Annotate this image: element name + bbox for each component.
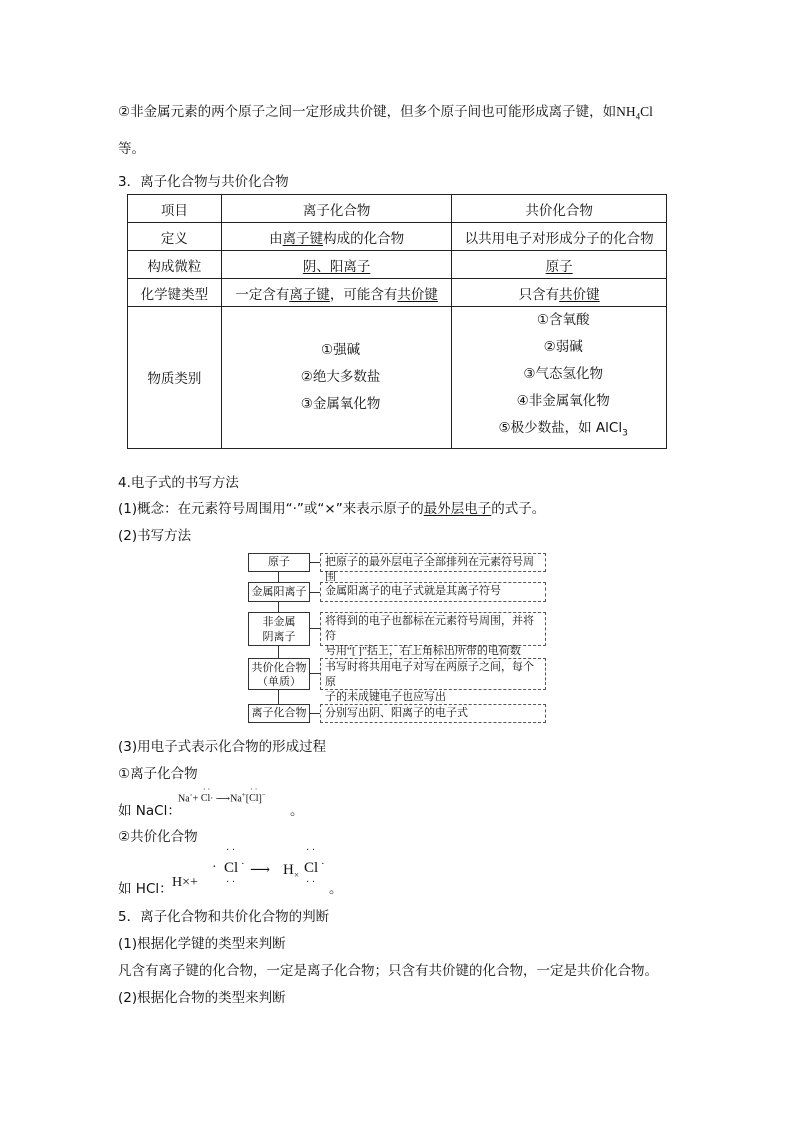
cl-atom <box>200 785 214 805</box>
box-line: 非金属 <box>262 616 296 628</box>
intro-line-1 <box>118 100 653 122</box>
sub-heading-2: (2)根据化合物的类型来判断 <box>118 990 286 1006</box>
hcl-label: 如 HCl： <box>118 881 173 897</box>
dots-right-product: · <box>321 858 325 870</box>
subscript: 3 <box>622 428 628 439</box>
intro-line-2: 等。 <box>118 141 145 157</box>
underlined-term: 离子键 <box>289 286 330 303</box>
formula-nh4cl: NH <box>616 104 636 119</box>
text: (1)概念：在元素符号周围用“ <box>118 501 293 517</box>
text: 的式子。 <box>491 501 546 517</box>
text: 一定含有 <box>235 286 290 303</box>
comparison-table <box>127 194 667 449</box>
charge-minus: − <box>261 791 266 799</box>
covalent-bond-type <box>452 279 667 307</box>
flow-box-atom: 原子 <box>248 553 310 572</box>
table-row-definition <box>128 223 667 251</box>
row-label: 物质类别 <box>128 307 222 449</box>
underlined-term: 共价键 <box>397 286 438 303</box>
list-item: ②弱碱 <box>543 339 583 355</box>
nacl-period: 。 <box>290 803 304 819</box>
header-item: 项目 <box>128 195 222 223</box>
flow-connector <box>310 628 320 629</box>
row-label: 化学键类型 <box>128 279 222 307</box>
section-5-heading: 5．离子化合物和共价化合物的判断 <box>118 909 330 925</box>
desc-line: 子的未成键电子也应写出 <box>325 691 446 703</box>
bracket-right: ] <box>258 793 262 805</box>
text: ，可能含有 <box>329 286 398 303</box>
section-3-heading: 3．离子化合物与共价化合物 <box>118 174 289 190</box>
table-header-row <box>128 195 667 223</box>
flow-desc-covalent <box>320 658 546 703</box>
desc-line: 将得到的电子也都标在元素符号周围，并将符 <box>325 615 534 642</box>
cl-symbol: Cl <box>200 793 211 805</box>
list-item: ②绝大多数盐 <box>300 368 381 385</box>
flow-connector <box>310 713 320 714</box>
list-item: ③气态氢化物 <box>523 366 603 382</box>
dot-symbol: · <box>292 501 297 517</box>
shared-pair-cross: × <box>294 870 300 880</box>
box-line: 阴离子 <box>262 631 296 643</box>
header-covalent: 共价化合物 <box>452 195 667 223</box>
ionic-bond-type <box>221 279 452 307</box>
dots-bottom-product: · · <box>306 877 316 888</box>
covalent-compound-title: ②共价化合物 <box>118 829 198 845</box>
intro-text: ②非金属元素的两个原子之间一定形成共价键，但多个原子间也可能形成离子键，如 <box>118 104 617 120</box>
list-item: ①强碱 <box>321 341 361 358</box>
header-ionic: 离子化合物 <box>221 195 452 223</box>
flow-desc-metal-cation: 金属阳离子的电子式就是其离子符号 <box>320 582 546 602</box>
section-4-heading: 4.电子式的书写方法 <box>118 475 239 491</box>
dot-left-reactant: · <box>212 860 217 875</box>
flow-connector <box>310 673 320 674</box>
covalent-particles <box>452 251 667 279</box>
bracket-left: [ <box>245 793 250 805</box>
underlined-term: 最外层电子 <box>423 501 492 517</box>
text: 构成的化合物 <box>323 230 405 247</box>
list-item: ①含氧酸 <box>536 312 590 328</box>
flow-connector <box>310 562 320 563</box>
concept-line <box>118 497 545 517</box>
electron-dots: · · <box>202 785 211 795</box>
flow-desc-ionic: 分别写出阴、阳离子的电子式 <box>320 704 546 723</box>
electron-dot: · <box>189 790 193 801</box>
na-ion-symbol: Na <box>230 793 242 805</box>
hcl-period: 。 <box>329 881 343 897</box>
underlined-term: 共价键 <box>559 286 600 303</box>
box-line: （单质） <box>257 676 301 688</box>
text: 由 <box>269 230 283 247</box>
hcl-product-cl: Cl <box>304 860 319 876</box>
nacl-label: 如 NaCl： <box>118 803 181 819</box>
ionic-compound-title: ①离子化合物 <box>118 766 198 782</box>
ionic-particles <box>221 251 452 279</box>
electron-dots: · · <box>250 785 258 795</box>
flow-box-ionic: 离子化合物 <box>248 704 310 723</box>
electron-dot: · <box>210 793 214 804</box>
formula-end: Cl <box>640 104 653 119</box>
charge-plus: + <box>241 791 246 799</box>
sub-heading-1: (1)根据化学键的类型来判断 <box>118 936 286 952</box>
cl-ion <box>249 785 259 805</box>
hcl-cl-reactant: Cl <box>224 860 239 876</box>
flow-box-metal-cation: 金属阳离子 <box>248 582 310 602</box>
dots-bottom-reactant: · · <box>226 877 236 888</box>
desc-line: 号用“[ ]”括上，右上角标出所带的电荷数 <box>325 645 521 657</box>
underlined-term: 原子 <box>545 258 573 275</box>
hcl-h <box>172 875 198 891</box>
table-row-bond-type <box>128 279 667 307</box>
na-symbol: Na <box>178 793 190 805</box>
plus-sign: + <box>192 793 199 805</box>
nacl-equation <box>178 785 266 811</box>
covalent-categories <box>452 307 667 449</box>
flow-box-covalent <box>248 658 310 690</box>
reaction-arrow: ⟶ <box>250 863 271 878</box>
underlined-term: 阴、阳离子 <box>302 258 371 275</box>
flow-desc-nonmetal-anion <box>320 612 546 657</box>
table-row-particles <box>128 251 667 279</box>
flow-desc-atom: 把原子的最外层电子全部排列在元素符号周围 <box>320 553 546 572</box>
ionic-categories <box>221 307 452 449</box>
flow-connector <box>310 592 320 593</box>
plus-sign: + <box>190 875 198 890</box>
text: ”或“×”来表示原子的 <box>296 501 424 517</box>
dots-right-reactant: · <box>241 858 245 870</box>
body-text-1: 凡含有离子键的化合物，一定是离子化合物；只含有共价键的化合物，一定是共价化合物。 <box>118 963 658 979</box>
ionic-definition <box>221 223 452 251</box>
list-item: ④非金属氧化物 <box>516 393 610 409</box>
reaction-arrow: ⟶ <box>215 793 231 805</box>
row-label: 定义 <box>128 223 222 251</box>
dots-top-reactant: · · <box>226 845 236 856</box>
text: 只含有 <box>518 286 560 303</box>
flow-box-nonmetal-anion <box>248 612 310 646</box>
cl-ion-symbol: Cl <box>249 793 259 805</box>
covalent-definition: 以共用电子对形成分子的化合物 <box>452 223 667 251</box>
method-heading: (2)书写方法 <box>118 528 192 544</box>
desc-line: 书写时将共用电子对写在两原子之间，每个原 <box>325 661 534 688</box>
row-label: 构成微粒 <box>128 251 222 279</box>
box-line: 共价化合物 <box>251 662 307 674</box>
list-item <box>460 415 666 448</box>
dots-top-product: · · <box>306 845 316 856</box>
hcl-product-h: H <box>283 862 294 878</box>
table-row-categories <box>128 307 667 449</box>
h-symbol: H <box>172 875 183 890</box>
underlined-term: 离子键 <box>282 230 324 247</box>
formula-sub: 4 <box>635 111 641 122</box>
list-item: ③金属氧化物 <box>300 395 381 412</box>
process-heading: (3)用电子式表示化合物的形成过程 <box>118 739 327 755</box>
text: ⑤极少数盐，如 AlCl <box>498 420 623 436</box>
electron-cross: × <box>182 875 191 890</box>
